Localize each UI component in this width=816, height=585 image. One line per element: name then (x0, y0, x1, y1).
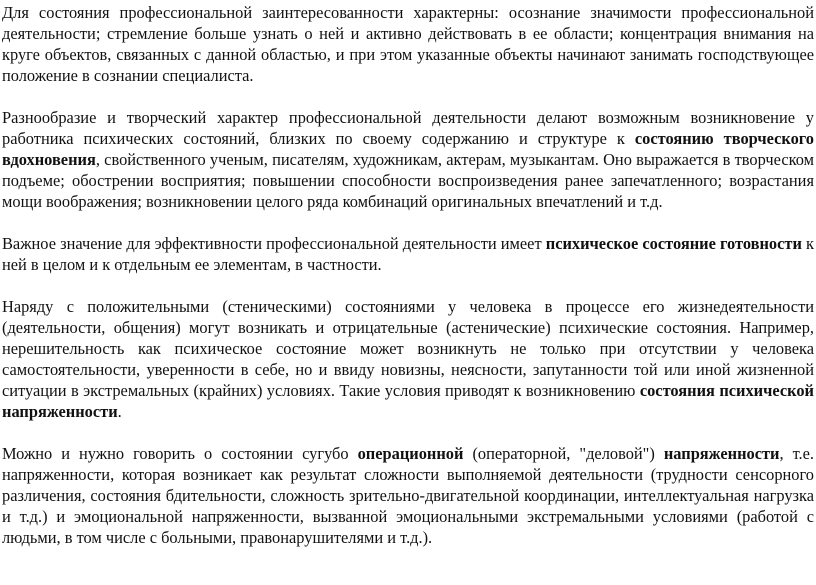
paragraph-text: , т.е. напряженности, которая возникает как результат сложности выполняемой деятельности (трудности сенсорного различения, состояния бдительности, сложность зрительно-двигательной координации, интеллектуальная нагрузка и т.д.) и эмоциональной напряженности, вызванной эмоциональными экстремальными условиями (работой с людьми, в том числе с больными, правонарушителями и т.д.). (2, 444, 814, 547)
paragraph-operational-tension (2, 443, 814, 548)
paragraph-professional-interest (2, 2, 814, 86)
bold-term-psychic-tension: состояния психической напряженности (2, 381, 814, 421)
bold-term-readiness: психическое состояние готовности (545, 234, 802, 253)
bold-term-tension: напряженности (663, 444, 780, 463)
paragraph-readiness (2, 233, 814, 275)
paragraph-text: Для состояния профессиональной заинтересованности характерны: осознание значимости профессиональной деятельности; стремление больше узнать о ней и активно действовать в ее области; концентрация внимания на круге объектов, связанных с данной областью, и при этом указанные объекты начинают занимать господствующее положение в сознании специалиста. (2, 3, 814, 85)
bold-term-operational: операционной (357, 444, 464, 463)
paragraph-text: . (117, 402, 122, 421)
paragraph-text: к ней в целом и к отдельным ее элементам, в частности. (2, 234, 814, 274)
paragraph-creative-inspiration (2, 107, 814, 212)
paragraph-text: , свойственного ученым, писателям, художникам, актерам, музыкантам. Оно выражается в творческом подъеме; обострении восприятия; повышении способности воспроизведения ранее запечатленного; возрастания мощи воображения; возникновении целого ряда комбинаций оригинальных впечатлений и т.д. (2, 150, 814, 211)
bold-term-creative-inspiration: состоянию творческого вдохновения (2, 129, 814, 169)
paragraph-text: (операторной, "деловой") (463, 444, 664, 463)
paragraph-text: Наряду с положительными (стеническими) состояниями у человека в процессе его жизнедеятельности (деятельности, общения) могут возникать и отрицательные (астенические) психические состояния. Например, нерешительность как психическое состояние может возникнуть не только при отсутствии у человека самостоятельности, уверенности в себе, но и ввиду новизны, неясности, запутанности той или иной жизненной ситуации в экстремальных (крайних) условиях. Такие условия приводят к возникновению (2, 297, 814, 400)
paragraph-text: Разнообразие и творческий характер профессиональной деятельности делают возможным возникновение у работника психических состояний, близких по своему содержанию и структуре к (2, 108, 814, 148)
paragraph-text: Можно и нужно говорить о состоянии сугубо (2, 444, 358, 463)
paragraph-text: Важное значение для эффективности профессиональной деятельности имеет (2, 234, 546, 253)
paragraph-negative-states (2, 296, 814, 422)
